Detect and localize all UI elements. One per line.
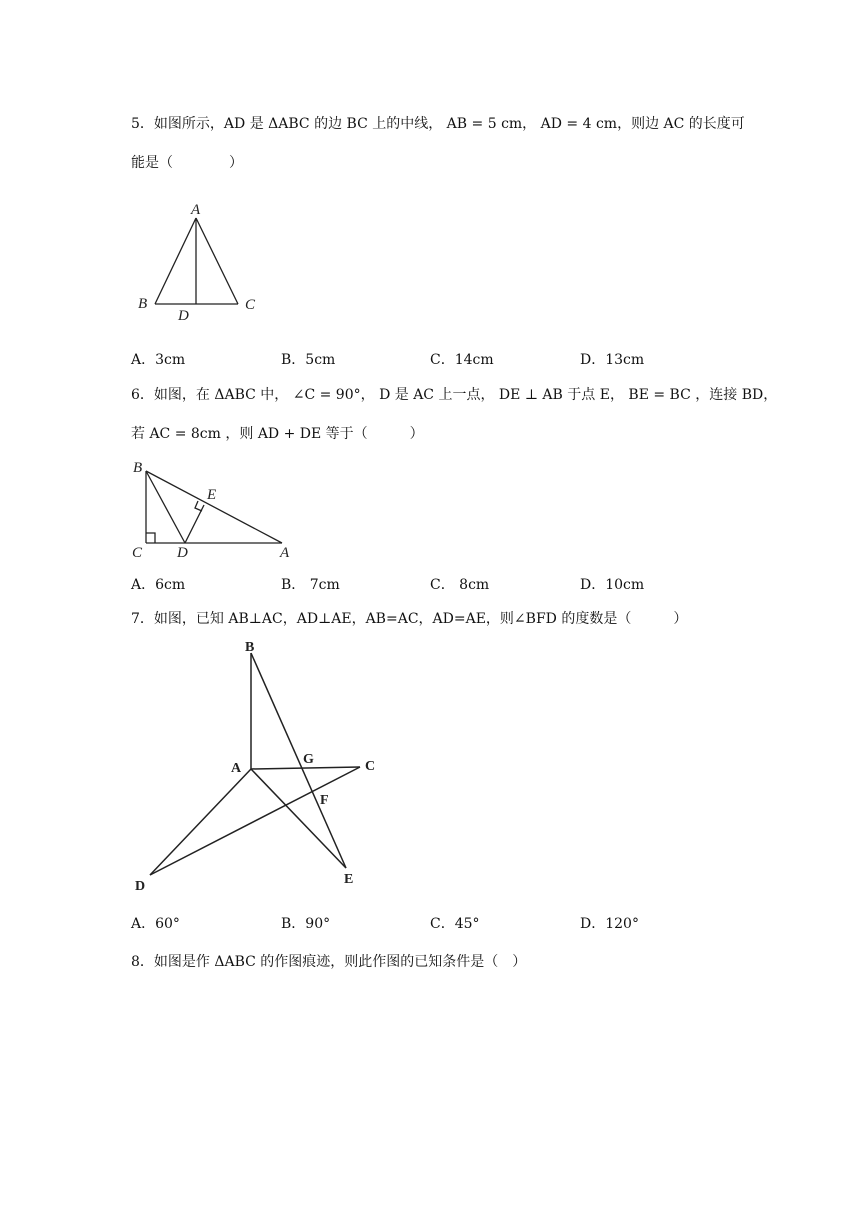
q5-option-a[interactable]: A．3cm bbox=[131, 352, 186, 368]
q6-label-d: D bbox=[177, 545, 188, 561]
q6-option-d[interactable]: D．10cm bbox=[580, 577, 645, 593]
q7-stem-line: 7．如图，已知 AB⊥AC，AD⊥AE，AB=AC，AD=AE，则∠BFD 的度数是（ ） bbox=[131, 611, 688, 627]
q5-label-a: A bbox=[191, 202, 201, 218]
q7-label-d: D bbox=[135, 879, 146, 894]
q7-label-c: C bbox=[365, 759, 376, 774]
q7-option-c[interactable]: C．45° bbox=[430, 916, 480, 932]
q7-label-a: A bbox=[231, 761, 242, 776]
q7-option-a[interactable]: A．60° bbox=[131, 916, 180, 932]
q5-label-b: B bbox=[138, 296, 148, 312]
q5-option-d[interactable]: D．13cm bbox=[580, 352, 645, 368]
q5-label-c: C bbox=[245, 297, 256, 313]
q6-label-e: E bbox=[207, 487, 217, 503]
q5-label-d: D bbox=[178, 308, 189, 324]
q7-label-g: G bbox=[303, 752, 314, 767]
q6-option-b[interactable]: B． 7cm bbox=[281, 577, 340, 593]
q7-option-b[interactable]: B．90° bbox=[281, 916, 331, 932]
q7-label-f: F bbox=[320, 793, 329, 808]
q6-option-a[interactable]: A．6cm bbox=[131, 577, 186, 593]
q7-segment-dc bbox=[150, 767, 360, 875]
q6-label-a: A bbox=[280, 545, 290, 561]
q7-label-e: E bbox=[344, 872, 354, 887]
q6-label-b: B bbox=[133, 460, 143, 476]
q7-segment-be bbox=[251, 653, 346, 868]
q7-option-d[interactable]: D．120° bbox=[580, 916, 639, 932]
q6-stem-line1: 6．如图，在 ΔABC 中， ∠C = 90°， D 是 AC 上一点， DE ⊥ AB 于点 E， BE = BC ，连接 BD， bbox=[131, 387, 778, 403]
q7-segment-ad bbox=[150, 769, 251, 875]
q7-label-b: B bbox=[245, 640, 255, 655]
q6-label-c: C bbox=[132, 545, 143, 561]
q6-option-c[interactable]: C． 8cm bbox=[430, 577, 490, 593]
q5-option-b[interactable]: B．5cm bbox=[281, 352, 336, 368]
q5-stem-line1: 5．如图所示，AD 是 ΔABC 的边 BC 上的中线， AB = 5 cm， AD = 4 cm，则边 AC 的长度可 bbox=[131, 116, 745, 132]
q6-stem-line2: 若 AC = 8cm ，则 AD + DE 等于（ ） bbox=[131, 426, 424, 442]
q5-stem-line2: 能是（ ） bbox=[131, 155, 243, 171]
q8-stem-line: 8．如图是作 ΔABC 的作图痕迹，则此作图的已知条件是（ ） bbox=[131, 954, 527, 970]
q7-segment-ac bbox=[251, 767, 360, 769]
q7-segment-ae bbox=[251, 769, 346, 868]
q5-option-c[interactable]: C．14cm bbox=[430, 352, 494, 368]
